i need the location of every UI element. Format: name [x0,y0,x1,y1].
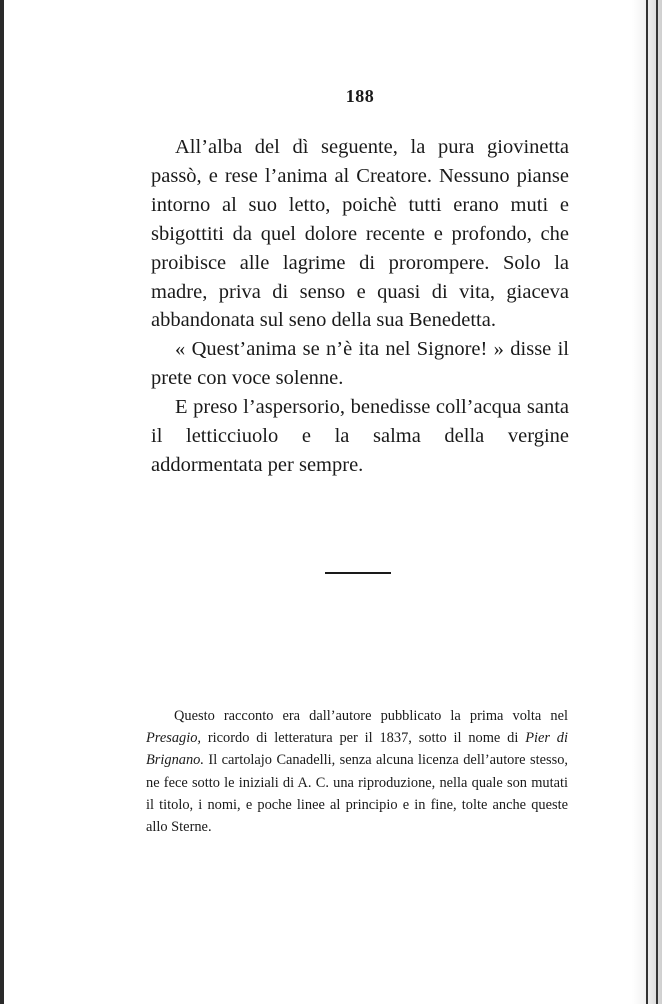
page-number: 188 [345,86,375,106]
body-paragraph: E preso l’aspersorio, benedisse coll’acqua santa il letticciuolo e la salma della vergine addormentata per sempre. [151,396,569,476]
footnote [146,705,568,838]
page-left-edge [0,0,4,1004]
page-right-edge [632,0,662,1004]
footnote-text: Questo racconto era dall’autore pubblicato la prima volta nel [174,708,568,724]
body-paragraph: All’alba del dì seguente, la pura giovinetta passò, e rese l’anima al Creatore. Nessuno pianse intorno al suo letto, poichè tutti erano muti e sbigottiti da quel dolore recente e profondo, che proibisce alle lagrime di prorompere. Solo la madre, priva di senso e quasi di vita, giaceva abbandonata sul seno della sua Benedetta. [151,136,569,332]
main-text [151,133,569,480]
body-paragraph: « Quest’anima se n’è ita nel Signore! » disse il prete con voce solenne. [151,338,569,390]
footnote-paragraph [146,705,568,838]
page-fold-line [656,0,658,1004]
footnote-italic-pseudonym: Pier di Brignano. [146,730,568,769]
footnote-text: ricordo di letteratura per il 1837, sotto il nome di [201,730,526,747]
footnote-italic-title: Presagio, [146,730,202,747]
section-separator [325,572,391,574]
page-fold-line [646,0,648,1004]
footnote-text: Il cartolajo Canadelli, senza alcuna licenza dell’autore stesso, ne fece sotto le iniziali di A. C. una riproduzione, nella quale son mutati il titolo, i nomi, e poche linee al principio e in fine, tolte anche queste allo Sterne. [146,752,568,836]
